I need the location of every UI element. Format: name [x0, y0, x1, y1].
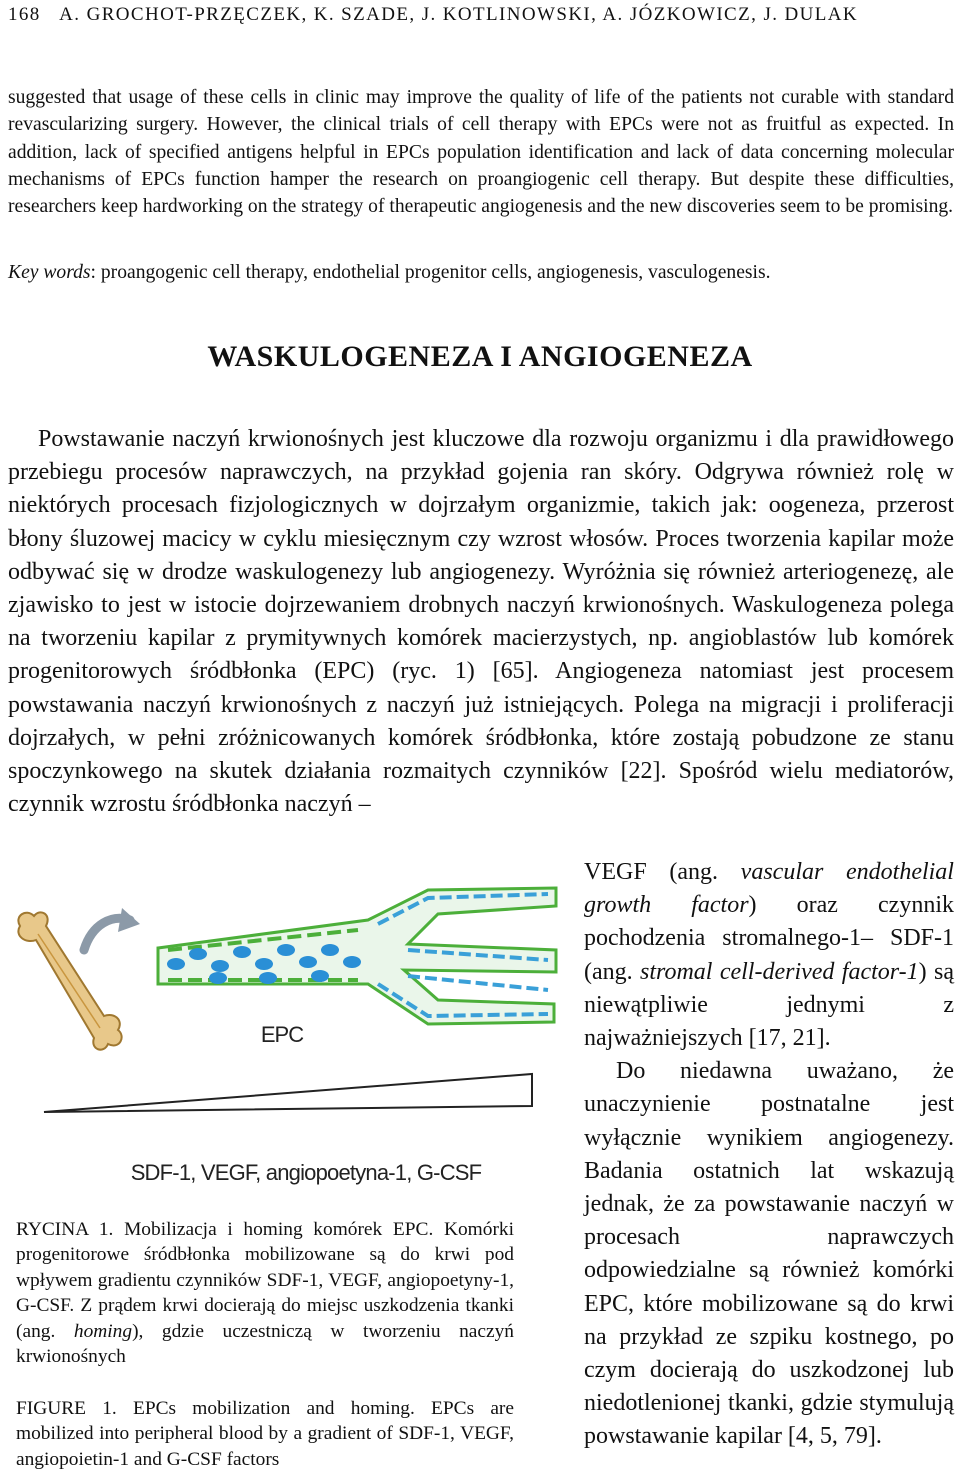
term-sdf1: stromal cell-derived factor-1: [640, 958, 919, 985]
figure-caption-english: FIGURE 1. EPCs mobilization and homing. EPCs are mobilized into peripheral blood by a gradient of SDF-1, VEGF, angiopoietin-1 and G-CSF factors: [16, 1398, 514, 1470]
body-paragraph-2: [584, 856, 954, 1055]
epc-cell: [233, 946, 251, 958]
keywords-text: : proangogenic cell therapy, endothelial progenitor cells, angiogenesis, vasculogenesis.: [90, 262, 771, 283]
caption-pl-part-b: ), gdzie uczestniczą w tworzeniu naczyń krwionośnych: [16, 1320, 514, 1368]
right-column-text: [584, 856, 954, 1454]
epc-cell: [259, 972, 277, 984]
epc-cell: [255, 958, 273, 970]
figure-caption-polish: [16, 1217, 514, 1369]
bone-icon: [18, 912, 121, 1049]
body-paragraph-3: Do niedawna uważano, że unaczynienie postnatalne jest wyłącznie wynikiem angiogenezy. Badania ostatnich lat wskazują jednak, że za powstawanie naczyń w procesach naprawczych odpowiedzialne są również komórki EPC, które mobilizowane są do krwi na przykład ze szpiku kostnego, po czym docierają do uszkodzonej lub niedotlenionej tkanki, gdzie stymulują powstawanie kapilar [4, 5, 79].: [584, 1058, 954, 1450]
body-paragraph-2-part-c: ) są niewątpliwie jednymi z najważniejszych [17, 21].: [584, 958, 954, 1052]
epc-cell: [299, 956, 317, 968]
epc-cell: [211, 960, 229, 972]
page-number: 168: [8, 4, 41, 25]
body-paragraph-1: Powstawanie naczyń krwionośnych jest kluczowe dla rozwoju organizmu i dla prawidłowego przebiegu procesów naprawczych, na przykład gojenia ran skóry. Odgrywa również rolę w niektórych procesach fizjologicznych w dojrzałym organizmie, takich jak: oogeneza, przerost błony śluzowej macicy w cyklu miesięcznym czy wzrost włosów. Proces tworzenia kapilar może odbywać się w drodze waskulogenezy lub angiogenezy. Wyróżnia się również arteriogenezę, ale zjawisko to jest w istocie dojrzewaniem drobnych naczyń krwionośnych. Waskulogeneza polega na tworzeniu kapilar z prymitywnych komórek macierzystych, np. angioblastów lub komórek progenitorowych śródbłonka (EPC) (ryc. 1) [65]. Angiogeneza natomiast jest procesem powstawania naczyń krwionośnych z naczyń już istniejących. Polega na migracji i proliferacji dojrzałych, w pełni zróżnicowanych komórek śródbłonka, które zostają pobudzone ze stanu spoczynkowego na skutek działania rozmaitych czynników [22]. Spośród wielu mediatorów, czynnik wzrostu śródbłonka naczyń –: [8, 426, 954, 818]
keywords-label: Key words: [8, 262, 91, 283]
epc-cell: [311, 970, 329, 982]
caption-pl-part-a: RYCINA 1. Mobilizacja i homing komórek EPC. Komórki progenitorowe śródbłonka mobilizowane są do krwi pod wpływem gradientu czynników SDF-1, VEGF, angiopoetyny-1, G-CSF. Z prądem krwi docierają do miejsc uszkodzenia tkanki (ang.: [16, 1219, 514, 1342]
running-header: [8, 4, 958, 26]
epc-label: EPC: [260, 1022, 304, 1047]
epc-cell: [167, 958, 185, 970]
epc-cell: [209, 972, 227, 984]
abstract-text: suggested that usage of these cells in clinic may improve the quality of life of the patients not curable with standard revascularizing surgery. However, the clinical trials of cell therapy with EPCs were not as fruitful as expected. In addition, lack of specified antigens helpful in EPCs population identification and lack of data concerning molecular mechanisms of EPCs function hamper the research on proangiogenic cell therapy. But despite these difficulties, researchers keep hardworking on the strategy of therapeutic angiogenesis and the new discoveries seem to be promising.: [8, 87, 954, 218]
gradient-label: SDF-1, VEGF, angiopoetyna-1, G-CSF: [130, 1160, 482, 1185]
epc-cell: [321, 944, 339, 956]
epc-cell: [277, 944, 295, 956]
abstract: [8, 84, 954, 220]
figure-1: [8, 880, 568, 1220]
author-list: A. GROCHOT-PRZĘCZEK, K. SZADE, J. KOTLINOWSKI, A. JÓZKOWICZ, J. DULAK: [59, 4, 859, 25]
term-vegf: vascular endothelial growth factor: [584, 859, 954, 919]
curved-arrow-icon: [84, 908, 140, 950]
caption-pl-term: homing: [73, 1320, 133, 1342]
body-text: [8, 423, 954, 821]
body-paragraph-2-part-a: VEGF (ang.: [584, 859, 741, 885]
section-heading: WASKULOGENEZA I ANGIOGENEZA: [207, 340, 753, 373]
vessel-network: [158, 888, 556, 1024]
epc-cell: [343, 956, 361, 968]
figure-1-illustration: [8, 880, 568, 1220]
epc-cell: [189, 948, 207, 960]
keywords: [8, 259, 954, 286]
body-paragraph-2-part-b: ) oraz czynnik pochodzenia stromalnego-1– SDF-1 (ang.: [584, 892, 954, 985]
